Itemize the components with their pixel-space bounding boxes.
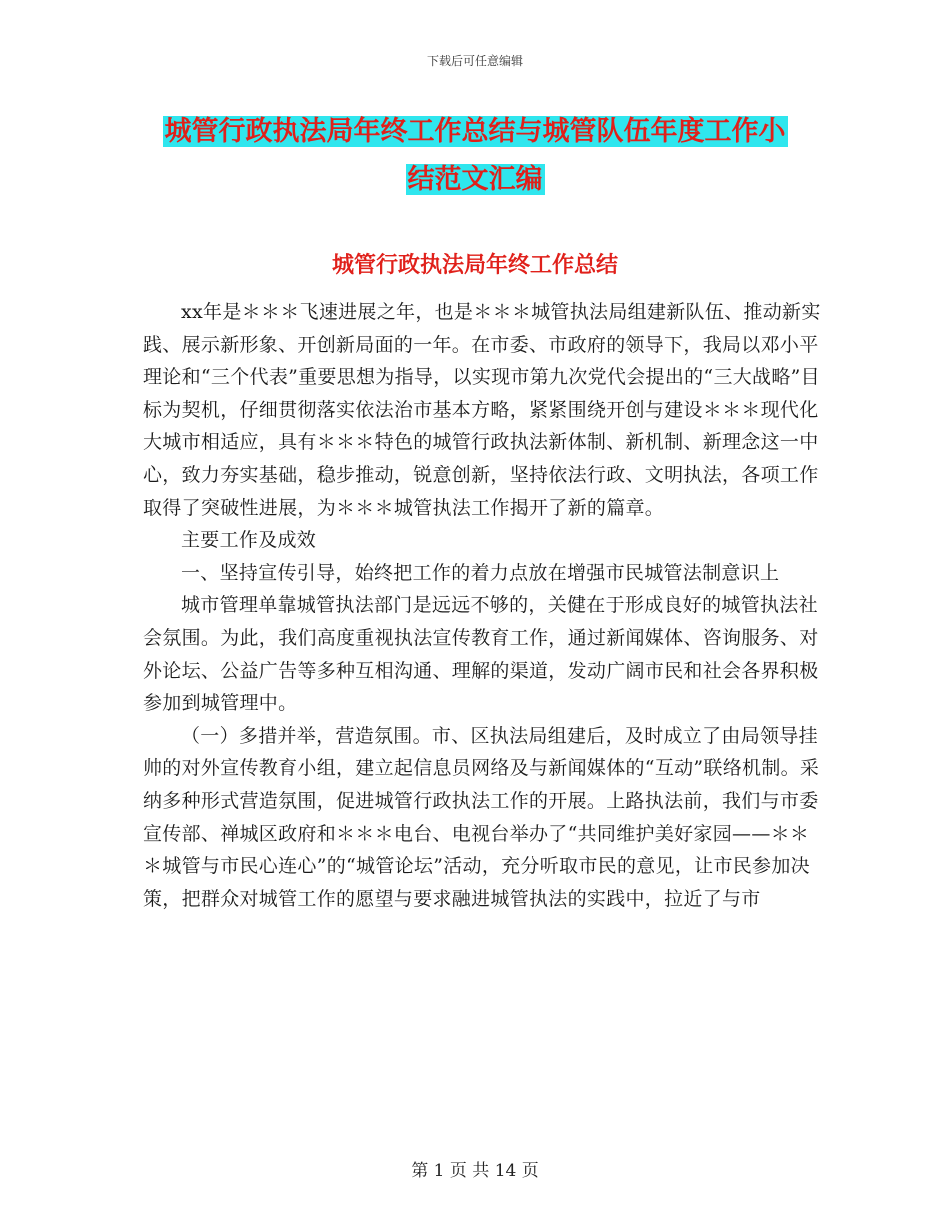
- document-title-line-2: 结范文汇编: [407, 164, 543, 195]
- page-footer: 第 1 页 共 14 页: [411, 1161, 539, 1181]
- paragraph-intro: xx年是＊＊＊飞速进展之年，也是＊＊＊城管执法局组建新队伍、推动新实践、展示新形象、开创新局面的一年。在市委、市政府的领导下，我局以邓小平理论和“三个代表”重要思想为指导，以实现市第九次党代会提出的“三大战略”目标为契机，仔细贯彻落实依法治市基本方略，紧紧围绕开创与建设＊＊＊现代化大城市相适应，具有＊＊＊特色的城管行政执法新体制、新机制、新理念这一中心，致力夯实基础，稳步推动，锐意创新，坚持依法行政、文明执法，各项工作取得了突破性进展，为＊＊＊城管执法工作揭开了新的篇章。: [143, 301, 821, 519]
- page-header-note: 下载后可任意编辑: [426, 54, 523, 68]
- paragraph-sub-one: （一）多措并举，营造氛围。市、区执法局组建后，及时成立了由局领导挂帅的对外宣传教育小组，建立起信息员网络及与新闻媒体的“互动”联络机制。采纳多种形式营造氛围，促进城管行政执法工作的开展。上路执法前，我们与市委宣传部、禅城区政府和＊＊＊电台、电视台举办了“共同维护美好家园——＊＊＊城管与市民心连心”的“城管论坛”活动，充分听取市民的意见，让市民参加决策，把群众对城管工作的愿望与要求融进城管执法的实践中，拉近了与市: [143, 724, 820, 910]
- document-title-line-1: 城管行政执法局年终工作总结与城管队伍年度工作小: [164, 116, 786, 147]
- paragraph-heading-main-work: 主要工作及成效: [181, 529, 317, 552]
- section-title: 城管行政执法局年终工作总结: [331, 253, 618, 278]
- paragraph-heading-one: 一、坚持宣传引导，始终把工作的着力点放在增强市民城管法制意识上: [181, 561, 780, 584]
- document-title: [0, 108, 950, 204]
- body-text: [143, 296, 823, 915]
- paragraph-city-management: 城市管理单靠城管执法部门是远远不够的，关健在于形成良好的城管执法社会氛围。为此，我们高度重视执法宣传教育工作，通过新闻媒体、咨询服务、对外论坛、公益广告等多种互相沟通、理解的渠道，发动广阔市民和社会各界积极参加到城管理中。: [143, 594, 819, 715]
